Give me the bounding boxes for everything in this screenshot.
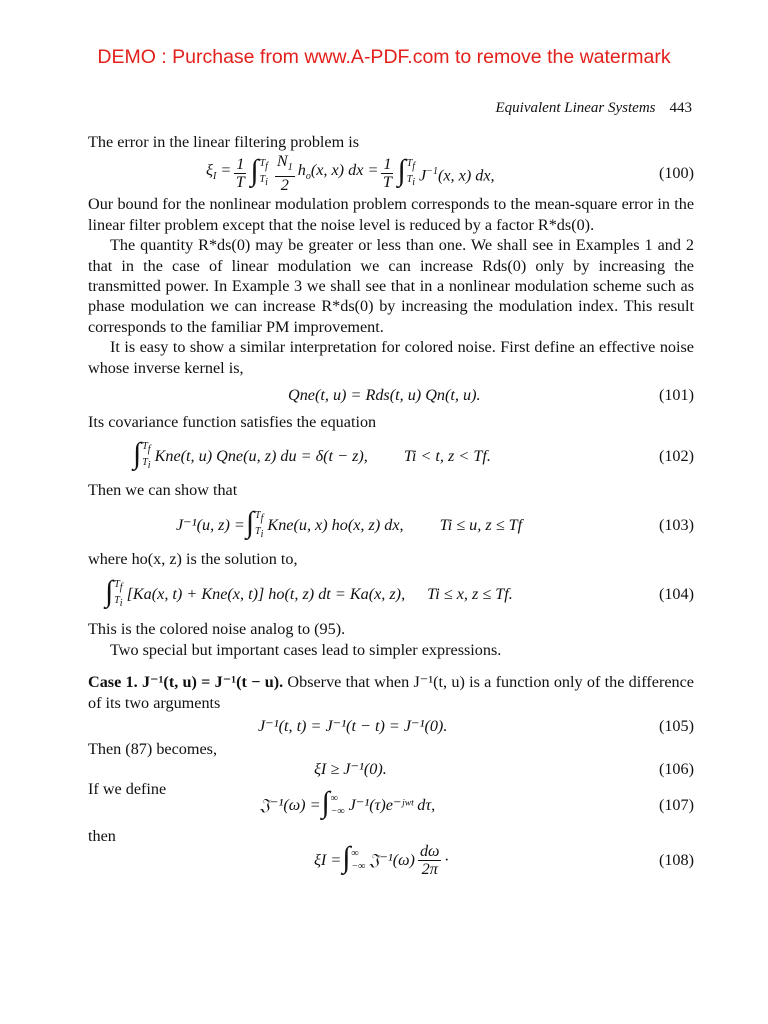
equation-108: ξI = ∫ ∞ −∞ 𝔍⁻¹(ω) $\frac{d\omega}{2\pi}$ · (108) bbox=[314, 841, 694, 878]
equation-103: J⁻¹(u, z) = ∫ $T_f$ $T_i$ Kne(u, x) ho(x, z) dx, Ti ≤ u, z ≤ Tf (103) bbox=[176, 505, 694, 540]
case-1-body: Observe that when J⁻¹(t, u) is a function only of the difference of its two arguments bbox=[88, 673, 694, 712]
equation-103-rhs: Kne(u, x) ho(x, z) dx, bbox=[267, 515, 404, 534]
equation-105 bbox=[88, 713, 694, 739]
equation-number-104: (104) bbox=[658, 585, 694, 604]
paragraph-1: The error in the linear filtering problem is bbox=[88, 133, 360, 151]
equation-104-condition: Ti ≤ x, z ≤ Tf. bbox=[427, 585, 513, 604]
equation-108-rhs: 𝔍⁻¹(ω) bbox=[369, 850, 415, 869]
paragraph-2: Our bound for the nonlinear modulation problem corresponds to the mean-square error in the linear filter problem except that the noise level is reduced by a factor R*ds(0). bbox=[88, 195, 694, 234]
paragraph-8: This is the colored noise analog to (95). bbox=[88, 620, 346, 639]
page-number: 443 bbox=[669, 100, 692, 116]
equation-106-body: ξI ≥ J⁻¹(0). bbox=[314, 760, 387, 779]
paragraph-3: The quantity R*ds(0) may be greater or less than one. We shall see in Examples 1 and 2 that in the case of linear modulation we can increase Rds(0) only by increasing the transmitted power. In Example 3 we shall see that in a nonlinear modulation scheme such as phase modulation we can increase R*ds(0) by increasing the modulation index. This result corresponds to the familiar PM improvement. bbox=[88, 236, 694, 336]
equation-107-rhs: J⁻¹(τ)e⁻ʲʷᵗ dτ, bbox=[348, 795, 436, 814]
equation-107-lhs: 𝔍⁻¹(ω) = bbox=[260, 795, 321, 814]
equation-number-105: (105) bbox=[658, 716, 694, 735]
paragraph-5: Its covariance function satisfies the equation bbox=[88, 413, 377, 432]
equation-number-102: (102) bbox=[658, 447, 694, 466]
equation-number-103: (103) bbox=[658, 515, 694, 534]
equation-107: 𝔍⁻¹(ω) = ∫ ∞ −∞ J⁻¹(τ)e⁻ʲʷᵗ dτ, (107) bbox=[260, 785, 694, 819]
equation-104-body: [Ka(x, t) + Kne(x, t)] ho(t, z) dt = Ka(x, z), bbox=[126, 585, 406, 604]
equation-101 bbox=[88, 378, 694, 412]
equation-number-101: (101) bbox=[658, 385, 694, 404]
equation-105-body: J⁻¹(t, t) = J⁻¹(t − t) = J⁻¹(0). bbox=[258, 716, 448, 735]
case-1-heading: Case 1. J⁻¹(t, u) = J⁻¹(t − u). bbox=[88, 673, 284, 692]
paragraph-4: It is easy to show a similar interpretation for colored noise. First define an effective noise whose inverse kernel is, bbox=[88, 338, 694, 377]
equation-102: ∫ $T_f$ $T_i$ Kne(t, u) Qne(u, z) du = δ(t − z), Ti < t, z < Tf. (102) bbox=[133, 437, 694, 472]
paragraph-6: Then we can show that bbox=[88, 481, 238, 500]
equation-102-condition: Ti < t, z < Tf. bbox=[403, 447, 491, 466]
equation-number-108: (108) bbox=[658, 850, 694, 869]
equation-number-100: (100) bbox=[658, 164, 694, 183]
paragraph-10: Then (87) becomes, bbox=[88, 739, 218, 758]
equation-100: $\xi_I$ = $\frac{1}{T}$ ∫ $T_f$ $T_i$ $\frac{N_1}{2}$ $h_o(x$, x) dx = $\frac{1}{T}$ ∫ $T_f$ $T_i$ $J^{-1}(x$, x) dx, (100) bbox=[206, 151, 694, 195]
watermark-text: DEMO : Purchase from www.A-PDF.com to remove the watermark bbox=[97, 46, 671, 68]
equation-103-condition: Ti ≤ u, z ≤ Tf bbox=[439, 515, 523, 534]
equation-101-body: Qne(t, u) = Rds(t, u) Qn(t, u). bbox=[288, 385, 481, 404]
equation-103-lhs: J⁻¹(u, z) = bbox=[176, 515, 245, 534]
equation-102-body: Kne(t, u) Qne(u, z) du = δ(t − z), bbox=[154, 447, 368, 466]
running-title: Equivalent Linear Systems bbox=[495, 100, 656, 116]
equation-number-106: (106) bbox=[658, 760, 694, 779]
equation-104: ∫ $T_f$ $T_i$ [Ka(x, t) + Kne(x, t)] ho(t, z) dt = Ka(x, z), Ti ≤ x, z ≤ Tf. (104) bbox=[105, 575, 694, 610]
paragraph-11: If we define bbox=[88, 780, 167, 799]
equation-108-lhs: ξI = bbox=[314, 850, 342, 869]
running-header bbox=[496, 100, 692, 117]
equation-106 bbox=[88, 759, 694, 779]
case-1-paragraph bbox=[88, 672, 694, 713]
paragraph-9: Two special but important cases lead to simpler expressions. bbox=[110, 640, 502, 659]
equation-number-107: (107) bbox=[658, 795, 694, 814]
paragraph-12: then bbox=[88, 826, 116, 845]
page-body bbox=[88, 132, 694, 880]
paragraph-7: where ho(x, z) is the solution to, bbox=[88, 549, 298, 568]
